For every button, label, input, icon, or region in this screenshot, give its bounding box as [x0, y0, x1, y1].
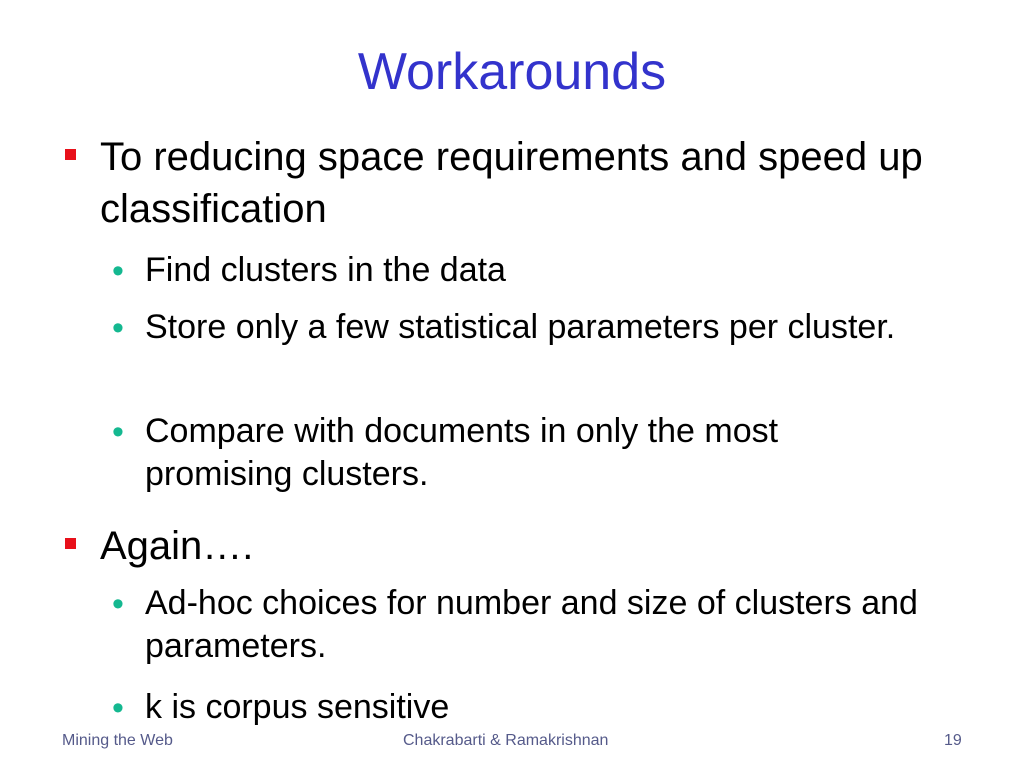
footer-page-number: 19	[944, 732, 962, 749]
bullet-text: Again….	[100, 524, 254, 568]
dot-bullet-icon: •	[112, 585, 124, 623]
square-bullet-icon	[65, 149, 76, 160]
footer-authors: Chakrabarti & Ramakrishnan	[403, 732, 609, 749]
sub-bullet-text: Compare with documents in only the most promising clusters.	[145, 412, 779, 493]
sub-bullet-text: Find clusters in the data	[145, 251, 506, 289]
sub-bullet-text: Ad-hoc choices for number and size of clusters and parameters.	[145, 584, 918, 665]
sub-bullet-store-parameters	[112, 306, 925, 349]
square-bullet-icon	[65, 538, 76, 549]
footer-left-text: Mining the Web	[62, 732, 173, 749]
dot-bullet-icon: •	[112, 252, 124, 290]
sub-bullet-text: k is corpus sensitive	[145, 688, 450, 726]
sub-bullet-find-clusters	[112, 249, 925, 292]
sub-bullet-compare-documents	[112, 410, 925, 496]
bullet-again	[100, 520, 980, 572]
bullet-text: To reducing space requirements and speed up classification	[100, 135, 923, 231]
sub-bullet-ad-hoc-choices	[112, 582, 925, 668]
dot-bullet-icon: •	[112, 689, 124, 727]
dot-bullet-icon: •	[112, 413, 124, 451]
bullet-space-requirements	[100, 131, 980, 235]
sub-bullet-text: Store only a few statistical parameters per cluster.	[145, 308, 896, 346]
dot-bullet-icon: •	[112, 309, 124, 347]
sub-bullet-corpus-sensitive	[112, 686, 925, 729]
slide-title: Workarounds	[357, 43, 667, 101]
